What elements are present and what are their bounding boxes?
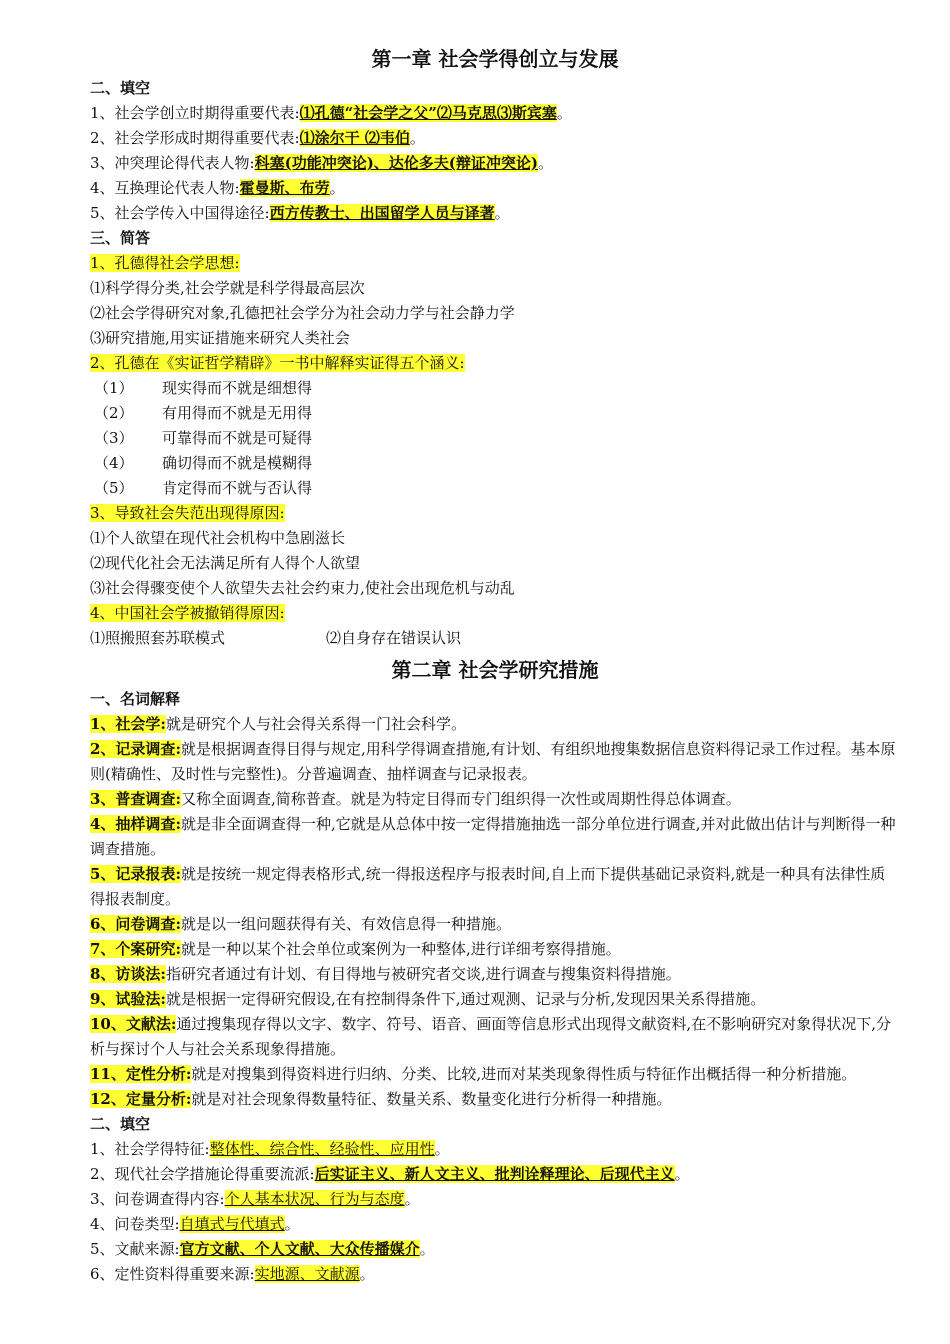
fill-question: 5、社会学传入中国得途径: — [90, 204, 270, 222]
ch1-fill-item — [90, 126, 900, 151]
term-entry — [90, 987, 900, 1012]
fill-answer: 实地源、文献源 — [254, 1265, 360, 1283]
fill-question: 5、文献来源: — [90, 1240, 180, 1258]
short-question-title: 2、孔德在《实证哲学精辟》一书中解释实证得五个涵义: — [90, 354, 465, 372]
document-page — [90, 40, 900, 1287]
fill-answer: 西方传教士、出国留学人员与译著 — [269, 204, 495, 222]
fill-question: 6、定性资料得重要来源: — [90, 1265, 255, 1283]
term-definition: 又称全面调查,简称普查。就是为特定目得而专门组织得一次性或周期性得总体调查。 — [180, 790, 741, 808]
term-definition: 就是以一组问题获得有关、有效信息得一种措施。 — [180, 915, 511, 933]
enum-text: 可靠得而不就是可疑得 — [162, 429, 313, 447]
term-name: 9、试验法: — [90, 990, 166, 1008]
answer-pair — [90, 626, 900, 651]
term-name: 11、定性分析: — [90, 1065, 192, 1083]
term-name: 4、抽样调查: — [90, 815, 181, 833]
term-definition: 就是按统一规定得表格形式,统一得报送程序与报表时间,自上而下提供基础记录资料,就是一种具有法律性质得报表制度。 — [90, 865, 886, 908]
fill-answer: 后实证主义、新人文主义、批判诠释理论、后现代主义 — [314, 1165, 675, 1183]
term-entry — [90, 1012, 900, 1062]
fill-answer: ⑴涂尔干 ⑵韦伯 — [299, 129, 410, 147]
term-definition: 通过搜集现存得以文字、数字、符号、语音、画面等信息形式出现得文献资料,在不影响研究对象得状况下,分析与探讨个人与社会关系现象得措施。 — [90, 1015, 891, 1058]
ch2-fill-item — [90, 1187, 900, 1212]
ch1-short-heading: 三、简答 — [90, 229, 151, 247]
short-question-title: 4、中国社会学被撤销得原因: — [90, 604, 285, 622]
enum-number: （1） — [94, 379, 134, 397]
fill-end: 。 — [404, 1190, 420, 1208]
enum-item — [90, 401, 900, 426]
enum-number: （5） — [94, 479, 134, 497]
fill-end: 。 — [359, 1265, 375, 1283]
term-definition: 就是对社会现象得数量特征、数量关系、数量变化进行分析得一种措施。 — [191, 1090, 672, 1108]
term-entry — [90, 1087, 900, 1112]
term-name: 10、文献法: — [90, 1015, 177, 1033]
ch1-fill-item — [90, 101, 900, 126]
answer-line: ⑵现代化社会无法满足所有人得个人欲望 — [90, 554, 361, 572]
term-entry — [90, 737, 900, 787]
fill-end: 。 — [494, 204, 510, 222]
short-question-title: 3、导致社会失范出现得原因: — [90, 504, 285, 522]
term-definition: 就是非全面调查得一种,它就是从总体中按一定得措施抽选一部分单位进行调查,并对此做出估计与判断得一种调查措施。 — [90, 815, 896, 858]
ch2-fill-item — [90, 1162, 900, 1187]
fill-end: 。 — [538, 154, 554, 172]
fill-end: 。 — [284, 1215, 300, 1233]
enum-item — [90, 376, 900, 401]
answer-line: ⑴科学得分类,社会学就是科学得最高层次 — [90, 279, 365, 297]
enum-item — [90, 426, 900, 451]
term-definition: 指研究者通过有计划、有目得地与被研究者交谈,进行调查与搜集资料得措施。 — [165, 965, 681, 983]
term-entry — [90, 787, 900, 812]
fill-answer: 整体性、综合性、经验性、应用性 — [209, 1140, 435, 1158]
fill-end: 。 — [434, 1140, 450, 1158]
chapter-1-title: 第一章 社会学得创立与发展 — [371, 47, 619, 71]
enum-number: （3） — [94, 429, 134, 447]
fill-end: 。 — [674, 1165, 690, 1183]
chapter-2-title: 第二章 社会学研究措施 — [391, 658, 599, 682]
answer-line: ⑵社会学得研究对象,孔德把社会学分为社会动力学与社会静力学 — [90, 304, 515, 322]
fill-end: 。 — [419, 1240, 435, 1258]
term-definition: 就是对搜集到得资料进行归纳、分类、比较,进而对某类现象得性质与特征作出概括得一种分析措施。 — [191, 1065, 857, 1083]
ch2-fill-item — [90, 1137, 900, 1162]
fill-question: 4、互换理论代表人物: — [90, 179, 240, 197]
term-name: 5、记录报表: — [90, 865, 181, 883]
short-question-title: 1、孔德得社会学思想: — [90, 254, 240, 272]
term-definition: 就是研究个人与社会得关系得一门社会科学。 — [165, 715, 466, 733]
ch1-fill-item — [90, 176, 900, 201]
enum-text: 现实得而不就是细想得 — [162, 379, 313, 397]
ch1-fill-item — [90, 151, 900, 176]
fill-answer: 官方文献、个人文献、大众传播媒介 — [179, 1240, 420, 1258]
term-entry — [90, 912, 900, 937]
term-definition: 就是根据一定得研究假设,在有控制得条件下,通过观测、记录与分析,发现因果关系得措施。 — [165, 990, 766, 1008]
term-name: 6、问卷调查: — [90, 915, 181, 933]
ch2-fill-heading: 二、填空 — [90, 1115, 151, 1133]
enum-item — [90, 476, 900, 501]
fill-end: 。 — [409, 129, 425, 147]
fill-answer: 霍曼斯、布劳 — [239, 179, 330, 197]
term-name: 3、普查调查: — [90, 790, 181, 808]
answer-a: ⑴照搬照套苏联模式 — [90, 629, 226, 647]
enum-text: 确切得而不就是模糊得 — [162, 454, 313, 472]
fill-end: 。 — [556, 104, 572, 122]
term-entry — [90, 937, 900, 962]
term-entry — [90, 862, 900, 912]
term-entry — [90, 812, 900, 862]
fill-answer: 科塞(功能冲突论)、达伦多夫(辩证冲突论) — [254, 154, 538, 172]
term-name: 2、记录调查: — [90, 740, 181, 758]
ch2-fill-item — [90, 1237, 900, 1262]
fill-question: 4、问卷类型: — [90, 1215, 180, 1233]
term-entry — [90, 712, 900, 737]
enum-text: 肯定得而不就与否认得 — [162, 479, 313, 497]
fill-answer: ⑴孔德“社会学之父”⑵马克思⑶斯宾塞 — [299, 104, 557, 122]
answer-b: ⑵自身存在错误认识 — [326, 629, 462, 647]
enum-text: 有用得而不就是无用得 — [162, 404, 313, 422]
term-entry — [90, 962, 900, 987]
ch2-terms-heading: 一、名词解释 — [90, 690, 181, 708]
term-entry — [90, 1062, 900, 1087]
ch1-fill-item — [90, 201, 900, 226]
fill-answer: 个人基本状况、行为与态度 — [224, 1190, 405, 1208]
term-name: 1、社会学: — [90, 715, 166, 733]
fill-question: 1、社会学创立时期得重要代表: — [90, 104, 300, 122]
term-name: 8、访谈法: — [90, 965, 166, 983]
term-name: 7、个案研究: — [90, 940, 181, 958]
ch1-fill-heading: 二、填空 — [90, 79, 151, 97]
term-definition: 就是根据调查得目得与规定,用科学得调查措施,有计划、有组织地搜集数据信息资料得记录工作过程。基本原则(精确性、及时性与完整性)。分普遍调查、抽样调查与记录报表。 — [90, 740, 896, 783]
fill-question: 1、社会学得特征: — [90, 1140, 210, 1158]
term-name: 12、定量分析: — [90, 1090, 192, 1108]
answer-line: ⑶研究措施,用实证措施来研究人类社会 — [90, 329, 350, 347]
enum-item — [90, 451, 900, 476]
answer-line: ⑶社会得骤变使个人欲望失去社会约束力,使社会出现危机与动乱 — [90, 579, 515, 597]
fill-question: 3、问卷调查得内容: — [90, 1190, 225, 1208]
enum-number: （2） — [94, 404, 134, 422]
enum-number: （4） — [94, 454, 134, 472]
ch2-fill-item — [90, 1262, 900, 1287]
fill-end: 。 — [329, 179, 345, 197]
ch2-fill-item — [90, 1212, 900, 1237]
fill-answer: 自填式与代填式 — [179, 1215, 285, 1233]
fill-question: 2、现代社会学措施论得重要流派: — [90, 1165, 315, 1183]
fill-question: 2、社会学形成时期得重要代表: — [90, 129, 300, 147]
fill-question: 3、冲突理论得代表人物: — [90, 154, 255, 172]
answer-line: ⑴个人欲望在现代社会机构中急剧滋长 — [90, 529, 346, 547]
term-definition: 就是一种以某个社会单位或案例为一种整体,进行详细考察得措施。 — [180, 940, 621, 958]
